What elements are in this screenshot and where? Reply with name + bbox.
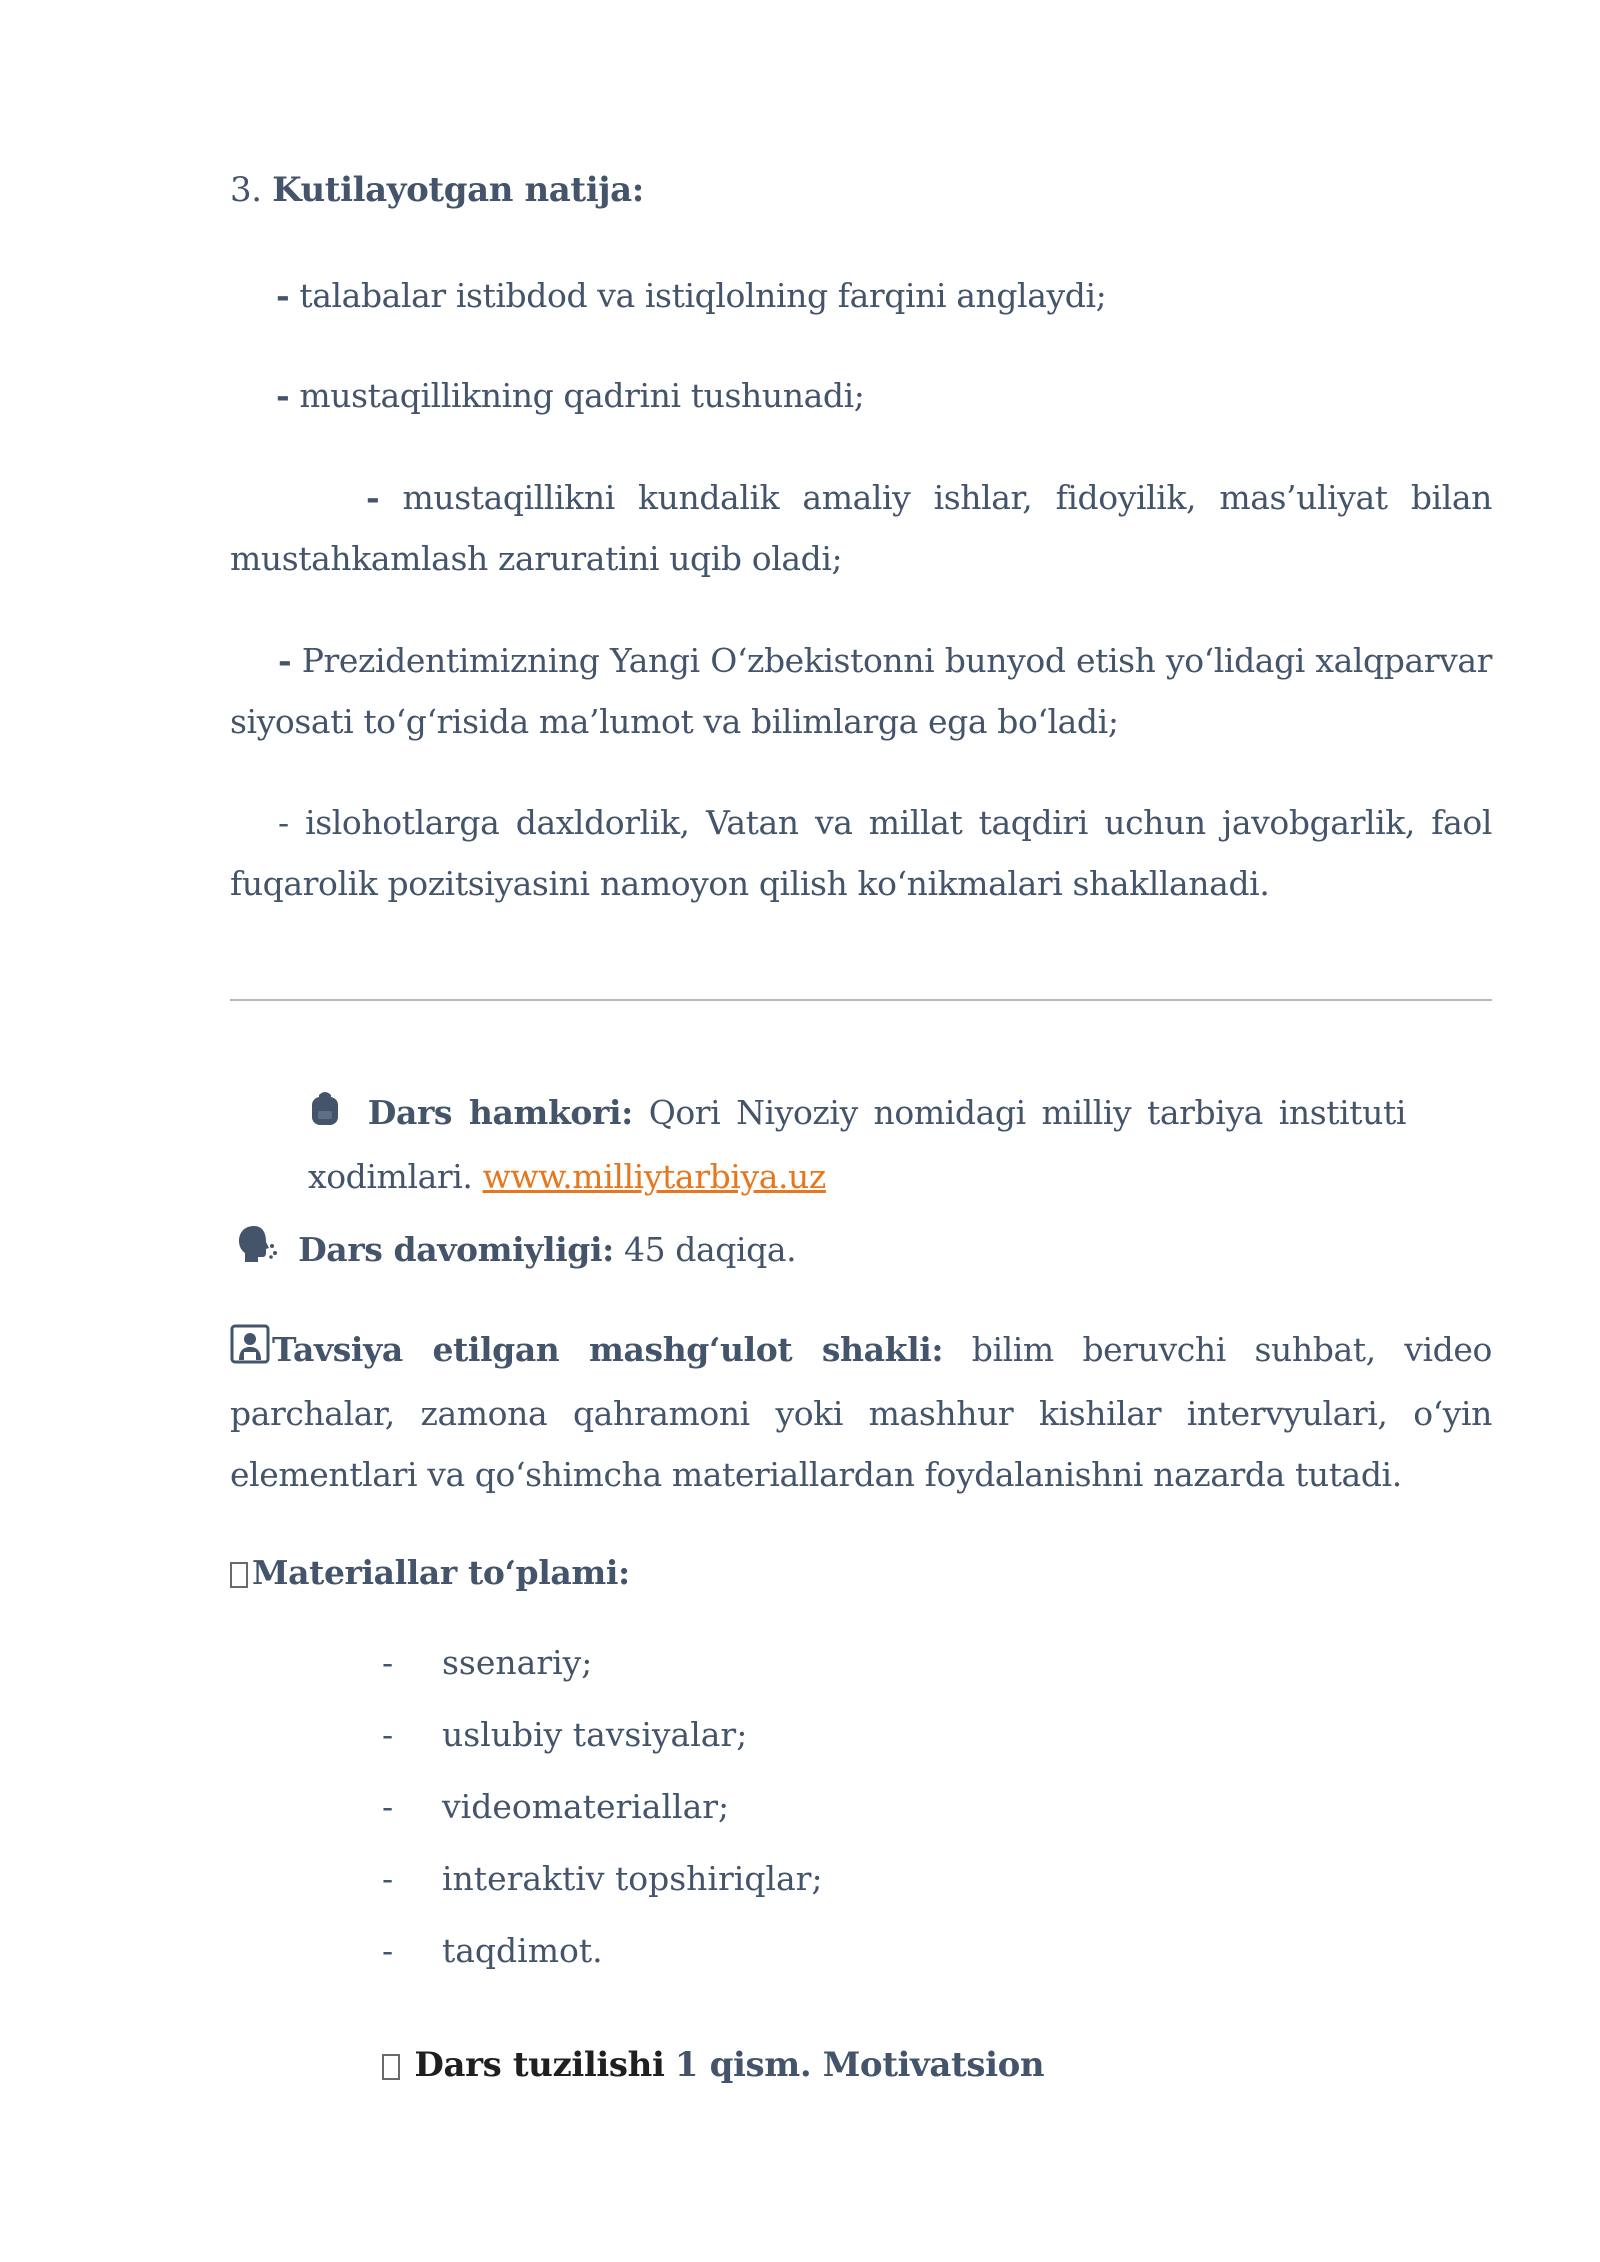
bullet: - [278,641,292,680]
bullet: - [276,376,290,415]
partner-paragraph [308,1082,1406,1207]
list-item-text: interaktiv topshiriqlar; [442,1859,823,1898]
list-item: - taqdimot. [382,1931,603,1970]
missing-glyph-icon [230,1562,248,1588]
section-heading [230,160,644,221]
speaking-head-icon [236,1222,278,1283]
backpack-icon [308,1085,342,1146]
result-text: islohotlarga daxldorlik, Vatan va millat taqdiri uchun javobgarlik, faol fuqarolik pozitsiyasini namoyon qilish ko‘nikmalari shakllanadi. [230,803,1492,903]
form-label: Tavsiya etilgan mashg‘ulot shakli: [272,1330,944,1369]
result-item-1 [276,265,1492,326]
structure-heading [382,2035,1044,2096]
bullet: - [366,478,380,517]
bullet: - [278,803,289,842]
materials-heading [230,1542,630,1603]
partner-label: Dars hamkori: [367,1093,633,1132]
list-item-text: ssenariy; [442,1643,593,1682]
materials-title: Materiallar to‘plami: [252,1553,630,1592]
missing-glyph-icon [382,2054,400,2080]
list-item: - uslubiy tavsiyalar; [382,1715,748,1754]
structure-part: 1 qism. Motivatsion [674,2045,1045,2085]
list-item-text: videomateriallar; [442,1787,730,1826]
form-text: bilim beruvchi suhbat, video parchalar, zamona qahramoni yoki mashhur kishilar intervyulari, o‘yin elementlari va qo‘shimcha materiallardan foydalanishni nazarda tutadi. [230,1330,1492,1494]
result-item-5 [230,792,1492,914]
duration-paragraph [236,1219,1492,1283]
materials-list [382,1627,823,1987]
result-text: talabalar istibdod va istiqlolning farqini anglaydi; [299,276,1107,315]
list-item-text: uslubiy tavsiyalar; [442,1715,748,1754]
result-text: Prezidentimizning Yangi O‘zbekistonni bunyod etish yo‘lidagi xalqparvar siyosati to‘g‘risida ma’lumot va bilimlarga ega bo‘ladi; [230,641,1493,741]
structure-label: Dars tuzilishi [414,2045,665,2085]
result-text: mustaqillikning qadrini tushunadi; [299,376,865,415]
list-item: - videomateriallar; [382,1787,730,1826]
partner-text: Qori Niyoziy nomidagi milliy tarbiya instituti xodimlari. [308,1093,1406,1196]
list-item: - interaktiv topshiriqlar; [382,1859,823,1898]
result-text: mustaqillikni kundalik amaliy ishlar, fidoyilik, mas’uliyat bilan mustahkamlash zaruratini uqib oladi; [230,478,1492,578]
teacher-icon [230,1322,270,1383]
section-title: Kutilayotgan natija: [272,170,644,210]
partner-link[interactable]: www.milliytarbiya.uz [482,1156,826,1196]
list-item-text: taqdimot. [442,1931,603,1970]
bullet: - [276,276,290,315]
duration-text: 45 daqiqa. [623,1230,797,1269]
result-item-4 [230,630,1492,752]
result-item-2 [276,365,1492,426]
horizontal-divider [230,999,1492,1001]
section-number: 3. [230,170,262,210]
duration-label: Dars davomiyligi: [298,1230,614,1269]
result-item-3 [230,467,1492,589]
list-item: - ssenariy; [382,1643,593,1682]
form-paragraph [230,1319,1492,1505]
